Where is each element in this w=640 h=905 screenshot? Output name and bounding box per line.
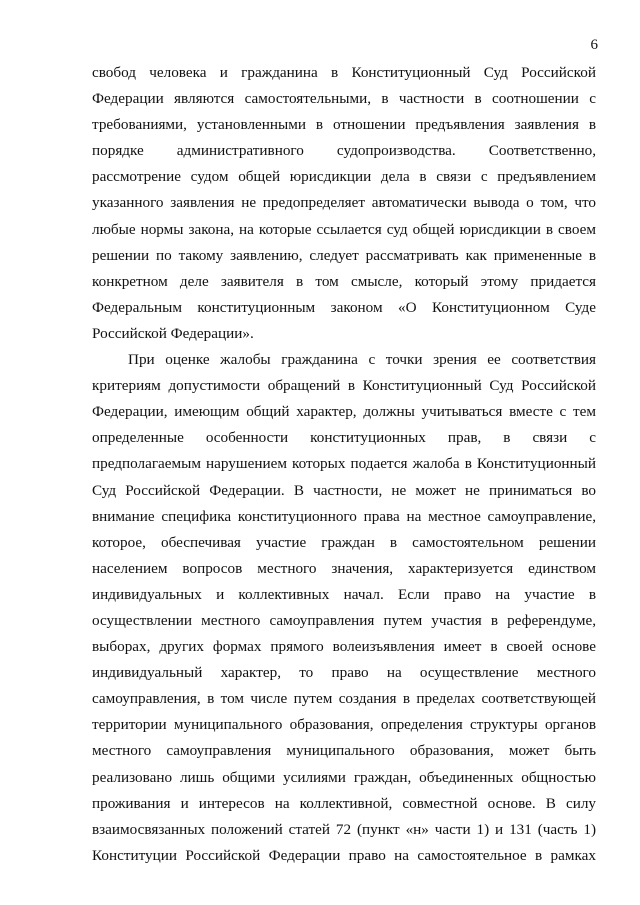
text-line: Суд Российской Федерации. В частности, не может не приниматься во xyxy=(92,481,596,499)
text-line: местного самоуправления муниципального образования, может быть xyxy=(92,742,596,760)
text-line: порядке административного судопроизводства. Соответственно, xyxy=(92,142,596,160)
document-body xyxy=(92,60,596,869)
text-line: критериям допустимости обращений в Конституционный Суд Российской xyxy=(92,377,596,395)
text-line: требованиями, установленными в отношении предъявления заявления в xyxy=(92,116,596,134)
text-line: взаимосвязанных положений статей 72 (пункт «н» части 1) и 131 (часть 1) xyxy=(92,820,596,838)
text-line: свобод человека и гражданина в Конституционный Суд Российской xyxy=(92,64,596,81)
page-number: 6 xyxy=(590,37,598,53)
text-line: Федерации, имеющим общий характер, должны учитываться вместе с тем xyxy=(92,403,596,421)
text-line: внимание специфика конституционного права на местное самоуправление, xyxy=(92,507,596,525)
text-line: решении по такому заявлению, следует рассматривать как примененные в xyxy=(92,246,596,264)
text-line: индивидуальных и коллективных начал. Если право на участие в xyxy=(92,585,596,603)
text-line: любые нормы закона, на которые ссылается суд общей юрисдикции в своем xyxy=(92,220,596,238)
text-line: индивидуальный характер, то право на осуществление местного xyxy=(92,664,596,682)
text-line: указанного заявления не предопределяет автоматически вывода о том, что xyxy=(92,194,596,212)
text-line: выборах, других формах прямого волеизъявления имеет в своей основе xyxy=(92,638,596,656)
text-line: проживания и интересов на коллективной, совместной основе. В силу xyxy=(92,794,596,812)
text-line: При оценке жалобы гражданина с точки зрения ее соответствия xyxy=(128,351,596,369)
text-line: определенные особенности конституционных прав, в связи с xyxy=(92,429,596,447)
text-line: реализовано лишь общими усилиями граждан, объединенных общностью xyxy=(92,768,596,786)
text-line: Конституции Российской Федерации право на самостоятельное в рамках xyxy=(92,846,596,864)
text-line: Российской Федерации». xyxy=(92,324,254,342)
text-line: самоуправления, в том числе путем создания в пределах соответствующей xyxy=(92,690,596,708)
text-line: рассмотрение судом общей юрисдикции дела в связи с предъявлением xyxy=(92,168,596,186)
text-line: территории муниципального образования, определения структуры органов xyxy=(92,716,596,734)
text-line: осуществлении местного самоуправления путем участия в референдуме, xyxy=(92,611,596,629)
text-line: населением вопросов местного значения, характеризуется единством xyxy=(92,559,596,577)
text-line: Федеральным конституционным законом «О Конституционном Суде xyxy=(92,298,596,316)
text-line: которое, обеспечивая участие граждан в самостоятельном решении xyxy=(92,533,596,551)
text-line: Федерации являются самостоятельными, в частности в соотношении с xyxy=(92,90,596,108)
text-line: конкретном деле заявителя в том смысле, который этому придается xyxy=(92,272,596,290)
text-line: предполагаемым нарушением которых подается жалоба в Конституционный xyxy=(92,455,596,473)
